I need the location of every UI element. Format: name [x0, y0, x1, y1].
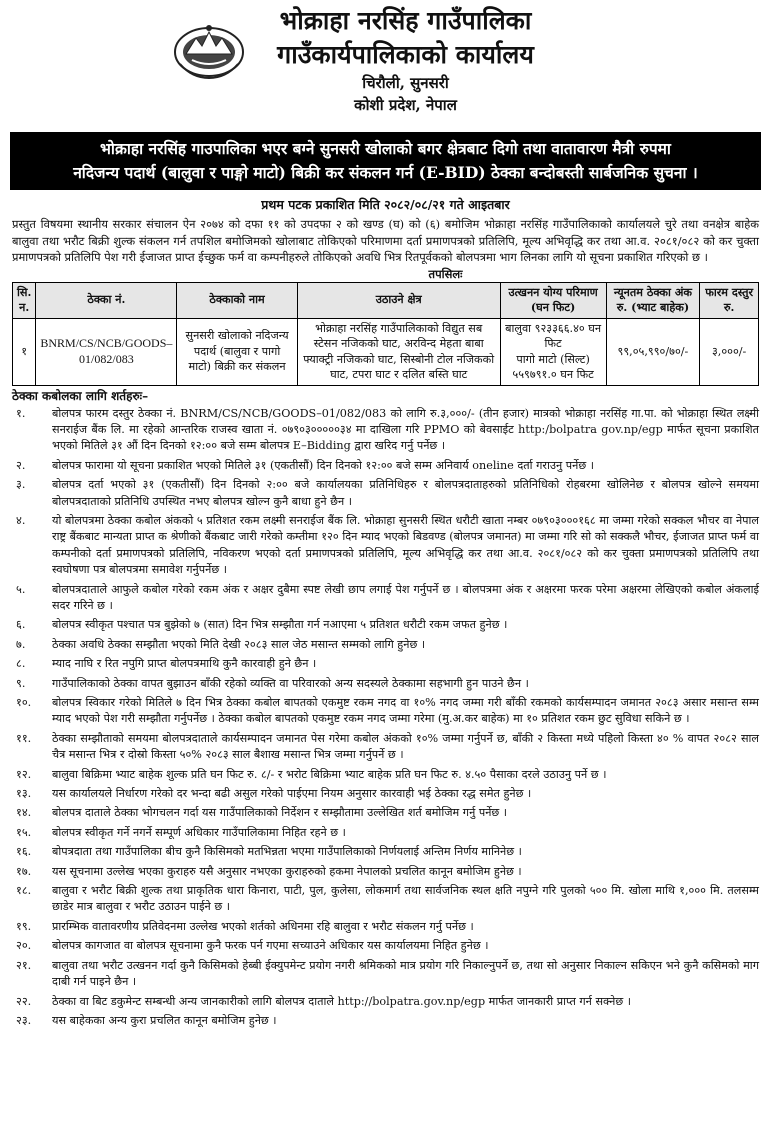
term-text: बालुवा बिक्रिमा भ्याट बाहेक शुल्क प्रति घन फिट रु. ८/- र भरोट बिक्रिमा भ्याट बाहेक प्रति घन फिट रु. ४.५० पैसाका दरले उठाउनु पर्ने छ ।	[52, 767, 607, 781]
term-number: ८.	[16, 657, 26, 671]
list-item	[12, 406, 759, 455]
term-number: २०.	[16, 939, 32, 953]
table-row	[13, 318, 759, 385]
term-text: ठेक्का सम्झौताको समयमा बोलपत्रदाताले कार्यसम्पादन जमानत पेस गरेमा कबोल अंकको १०% जम्मा गर्नुपर्ने छ, बाँकी २ किस्ता मध्ये पहिलो किस्ता ४० % वापत २०८२ साल चैत्र मसान्त भित्र र दोस्रो किस्ता ५०% २०८३ साल बैशाख मसान्त भित्र जम्मा गर्नुपर्ने छ ।	[52, 731, 760, 762]
term-number: ७.	[16, 637, 26, 651]
list-item	[12, 477, 759, 510]
term-text: प्रारम्भिक वातावरणीय प्रतिवेदनमा उल्लेख भएको शर्तको अधिनमा रहि बालुवा र भरौट संकलन गर्नु पर्नेछ ।	[52, 919, 474, 933]
term-number: ४.	[16, 513, 26, 527]
cell-min-amount: ९९,०५,९९०/७०/-	[606, 318, 700, 385]
list-item	[12, 513, 759, 579]
term-text: म्याद नाघि र रित नपुगि प्राप्त बोलपत्रमाथि कुनै कारवाही हुने छैन ।	[52, 657, 317, 671]
term-number: १.	[16, 406, 26, 420]
list-item	[12, 656, 759, 672]
col-min-amount: न्यूनतम ठेक्का अंक रु. (भ्याट बाहेक)	[606, 282, 700, 318]
cell-contract-no: BNRM/CS/NCB/GOODS–01/082/083	[36, 318, 177, 385]
banner-line-1: भोक्राहा नरसिंह गाउपालिका भएर बग्ने सुनसरी खोलाको बगर क्षेत्रबाट दिगो तथा वातावारण मैत्री रुपमा	[100, 139, 671, 158]
office-name: गाउँकार्यपालिकाको कार्यालय	[277, 40, 534, 69]
municipality-name: भोक्राहा नरसिंह गाउँपालिका	[279, 6, 532, 35]
contract-table	[12, 282, 759, 386]
term-text: बोलपत्र स्विकार गरेको मितिले ७ दिन भित्र ठेक्का कबोल बापतको एकमुष्ट रकम नगद वा १०% नगद जम्मा गरी बाँकी रकमको कार्यसम्पादन जमानत २०८३ असार मसान्त सम्म म्याद भएको पेश गरी सम्झौता गर्नुपर्नेछ । ठेक्का कबोल बापतको एकमुष्ट रकम नगद जम्मा गरेमा (मु.अ.कर बाहेक) मा १० प्रतिशत रकम छुट सुविधा सकिने छ ।	[52, 696, 759, 726]
list-item	[12, 731, 759, 764]
list-item	[12, 695, 759, 728]
list-item	[12, 825, 759, 841]
term-number: २२.	[16, 994, 32, 1008]
cell-contract-name: सुनसरी खोलाको नदिजन्य पदार्थ (बालुवा र पागो माटो) बिक्री कर संकलन	[177, 318, 297, 385]
list-item	[12, 844, 759, 860]
list-item	[12, 617, 759, 633]
list-item	[12, 676, 759, 692]
term-text: गाउँपालिकाको ठेक्का वापत बुझाउन बाँकी रहेको व्यक्ति वा परिवारको अन्य सदस्यले ठेक्कामा सहभागी हुन पाउने छैन ।	[52, 676, 529, 690]
cell-sn: १	[13, 318, 36, 385]
col-sn: सि. न.	[13, 282, 36, 318]
list-item	[12, 958, 759, 991]
list-item	[12, 786, 759, 802]
col-quantity: उत्खनन योग्य परिमाण (घन फिट)	[500, 282, 606, 318]
term-text: ठेक्का अवधि ठेक्का सम्झौता भएको मिति देखी २०८३ साल जेठ मसान्त सम्मको लागि हुनेछ ।	[52, 637, 426, 651]
term-text: बोलपत्र स्वीकृत गर्ने नगर्ने सम्पूर्ण अधिकार गाउँपालिकामा निहित रहने छ ।	[52, 825, 346, 839]
term-number: २३.	[16, 1013, 32, 1027]
term-number: १३.	[16, 787, 32, 801]
detail-heading: तपसिलः	[428, 266, 463, 281]
term-text: बोपत्रदाता तथा गाउँपालिका बीच कुनै किसिमको मतभिन्नता भएमा गाउँपालिकाको निर्णयलाई अन्तिम निर्णय मानिनेछ ।	[52, 845, 522, 859]
list-item	[12, 994, 759, 1010]
term-number: ६.	[16, 618, 26, 632]
term-number: १५.	[16, 825, 32, 839]
term-number: २.	[16, 458, 26, 472]
list-item	[12, 805, 759, 821]
term-text: बोलपत्र दाताले ठेक्का भोगचलन गर्दा यस गाउँपालिकाको निर्देशन र सम्झौतामा उल्लेखित शर्त बमोजिम गर्नु पर्नेछ ।	[52, 806, 508, 820]
col-form-fee: फारम दस्तुर रु.	[700, 282, 759, 318]
header	[12, 0, 759, 132]
banner-line-2: नदिजन्य पदार्थ (बालुवा र पाङ्गो माटो) बिक्री कर संकलन गर्न (E-BID) ठेक्का बन्दोबस्ती सार्बजनिक सुचना ।	[73, 163, 698, 182]
terms-title: ठेक्का कबोलका लागि शर्तहरुः–	[12, 388, 149, 403]
quantity-silt: पागो माटो (सिल्ट) ५५९७९१.० घन फिट	[512, 352, 594, 381]
term-text: बोलपत्रदाताले आफुले कबोल गरेको रकम अंक र अक्षर दुबैमा स्पष्ट लेखी छाप लगाई पेश गर्नुपर्ने छ । बोलपत्रमा अंक र अक्षरमा फरक परेमा अक्षरमा लेखिएको कबोल अंकलाई सदर गरिने छ ।	[52, 582, 759, 612]
list-item	[12, 582, 759, 615]
col-area: उठाउने क्षेत्र	[297, 282, 500, 318]
quantity-sand: बालुवा ९२३३६६.४० घन फिट	[505, 321, 602, 350]
term-text: बोलपत्र दर्ता भएको ३१ (एकतीसौं) दिन दिनको २:०० बजे कार्यालयका प्रतिनिधिहरु र बोलपत्रदाताहरुको प्रतिनिधिको रोहबरमा खोलिनेछ र बोलपत्र खोल्ने समयमा बोलपत्रदाताको प्रतिनिधि उपस्थित नभए बोलपत्र खोल्न कुनै बाधा हुने छैन ।	[52, 478, 759, 508]
address-line-2: कोशी प्रदेश, नेपाल	[354, 96, 457, 114]
term-text: ठेक्का वा बिट डकुमेन्ट सम्बन्धी अन्य जानकारीको लागि बोलपत्र दाताले http://bolpatra.gov.np/egp मार्फत जानकारी प्राप्त गर्न सक्नेछ ।	[52, 994, 631, 1008]
header-titles	[12, 4, 759, 116]
cell-area: भोक्राहा नरसिंह गाउँपालिकाको विद्युत सब स्टेसन नजिकको घाट, अरविन्द मेहता बाबा फ्याक्ट्री नजिकको घाट, सिस्बोनी टोल नजिकको घाट, टपरा घाट र दलित बस्ति घाट	[297, 318, 500, 385]
list-item	[12, 883, 759, 916]
term-text: बालुवा तथा भरौट उत्खनन गर्दा कुनै किसिमको हेब्बी ईक्युपमेन्ट प्रयोग नगरी श्रमिकको मात्र प्रयोग गरि निकाल्नुपर्ने छ, तथा सो अनुसार निकाल्न सकिएन भने कुनै कसिमको माग दाबी गर्न पाइने छैन ।	[52, 958, 759, 989]
term-number: १०.	[16, 696, 32, 709]
term-number: १२.	[16, 767, 32, 781]
address-line-1: चिरौली, सुनसरी	[362, 74, 449, 92]
term-text: बोलपत्र कागजात वा बोलपत्र सूचनामा कुनै फरक पर्न गएमा सच्याउने अधिकार यस कार्यालयमा निहित हुनेछ ।	[52, 939, 489, 953]
cell-quantity	[500, 318, 606, 385]
term-number: २१.	[16, 958, 32, 972]
publication-date: प्रथम पटक प्रकाशित मिति २०८२/०८/२१ गते आइतबार	[261, 197, 510, 212]
list-item	[12, 458, 759, 474]
term-text: यस सूचनामा उल्लेख भएका कुराहरु यसै अनुसार नभएका कुराहरुको हकमा नेपालको प्रचलित कानून बमोजिम हुनेछ ।	[52, 864, 522, 878]
term-text: बोलपत्र फारम दस्तुर ठेक्का नं. BNRM/CS/NCB/GOODS–01/082/083 को लागि रु.३,०००/- (तीन हजार) मात्रको भोक्राहा नरसिंह गा.पा. को भोक्राहा स्थित लक्ष्मी सनराईज बैंक लि. मा रहेको आन्तरिक राजस्व खाता नं. ०७९०३०००००३४ मा दाखिला गरि PPMO को बेवसाईट http:/bolpatra gov.np/egp मार्फत सूचना प्रकाशित भएको मितिले ३१ औं दिन दिनको १२:०० बजे सम्म बोलपत्र E–Bidding द्वारा खरिद गर्नु पर्नेछ ।	[52, 406, 759, 453]
term-number: ९.	[16, 676, 26, 690]
term-number: १६.	[16, 845, 32, 859]
term-number: १४.	[16, 806, 32, 820]
list-item	[12, 1013, 759, 1029]
list-item	[12, 864, 759, 880]
term-text: बालुवा र भरौट बिक्री शुल्क तथा प्राकृतिक धारा किनारा, पाटी, पुल, कुलेसा, लोकमार्ग तथा सार्वजनिक स्थल क्षति नपुग्ने गरि पुलको ५०० मि. खोला माथि १,००० मि. तलसम्म छाडेर मात्र बालुवा र भरौट उठाउन पाईने छ ।	[52, 884, 759, 914]
term-text: यस कार्यालयले निर्धारण गरेको दर भन्दा बढी असुल गरेको पाईएमा नियम अनुसार कारवाही भई ठेक्का रद्ध समेत हुनेछ ।	[52, 787, 532, 801]
cell-form-fee: ३,०००/-	[700, 318, 759, 385]
term-number: ५.	[16, 582, 26, 596]
term-number: १९.	[16, 919, 32, 933]
list-item	[12, 637, 759, 653]
list-item	[12, 919, 759, 935]
intro-paragraph: प्रस्तुत विषयमा स्थानीय सरकार संचालन ऐन २०७४ को दफा ११ को उपदफा २ को खण्ड (घ) को (६) बमोजिम भोक्राहा नरसिंह गाउँपालिकाको कार्यालयले चुरे तथा वनक्षेत्र बाहेक बालुवा तथा भरौट बिक्री शुल्क संकलन गर्न तपशिल बमोजिमको खोलाबाट तोकिएको परिमाणमा दर्ता प्रमाणपत्रको प्रतिलिपि, मूल्य अभिवृद्धि कर तथा आ.व. २०८१/०८२ को कर चुक्ता प्रमाणपत्रको प्रतिलिपि पेश गरी ईजाजत प्राप्त ईच्छुक फर्म वा कम्पनीहरुले तोकिएको अवधि भित्र रितपूर्वकको बोलपत्रमा भाग लिनका लागि यो सूचना प्रकाशित गरिएको छ ।	[12, 217, 759, 264]
terms-list	[12, 406, 759, 1030]
term-number: १७.	[16, 864, 32, 878]
list-item	[12, 938, 759, 954]
table-header-row	[13, 282, 759, 318]
term-number: ३.	[16, 478, 26, 492]
term-number: ११.	[16, 731, 32, 745]
term-text: यस बाहेकका अन्य कुरा प्रचलित कानून बमोजिम हुनेछ ।	[52, 1013, 277, 1027]
col-contract-no: ठेक्का नं.	[36, 282, 177, 318]
notice-banner	[10, 132, 761, 190]
term-text: यो बोलपत्रमा ठेक्का कबोल अंकको ५ प्रतिशत रकम लक्ष्मी सनराईज बैंक लि. भोक्राहा सुनसरी स्थित धरौटी खाता नम्बर ०७९०३०००१६८ मा जम्मा गरेको सक्कल भौचर वा नेपाल राष्ट्र बैंकबाट मान्यता प्राप्त क श्रेणीको बैंकबाट जारी गरेको कम्तीमा १२० दिन म्याद भएको बिडवण्ड (बोलपत्र जमानत) मा जम्मा गरि सो को सक्कलै भौचर, ईजाजत प्राप्त फर्म वा कम्पनीको दर्ता प्रमाणपत्रको प्रतिलिपि, नविकरण भएको दर्ता प्रमाणपत्रको प्रतिलिपि, मूल्य अभिवृद्धि कर तथा आ.व. २०८१/०८२ को कर चुक्ता प्रमाणपत्रको प्रतिलिपि तथा स्वघोषणा पत्र बोलपत्रमा समावेश गर्नुपर्नेछ ।	[52, 513, 759, 577]
term-text: बोलपत्र फारामा यो सूचना प्रकाशित भएको मितिले ३१ (एकतीसौं) दिन दिनको १२:०० बजे सम्म अनिवार्य oneline दर्ता गराउनु पर्नेछ ।	[52, 458, 595, 472]
col-contract-name: ठेक्काको नाम	[177, 282, 297, 318]
term-text: बोलपत्र स्वीकृत पश्चात पत्र बुझेको ७ (सात) दिन भित्र सम्झौता गर्न नआएमा ५ प्रतिशत धरौटी रकम जफत हुनेछ ।	[52, 618, 508, 632]
list-item	[12, 767, 759, 783]
term-number: १८.	[16, 884, 32, 898]
